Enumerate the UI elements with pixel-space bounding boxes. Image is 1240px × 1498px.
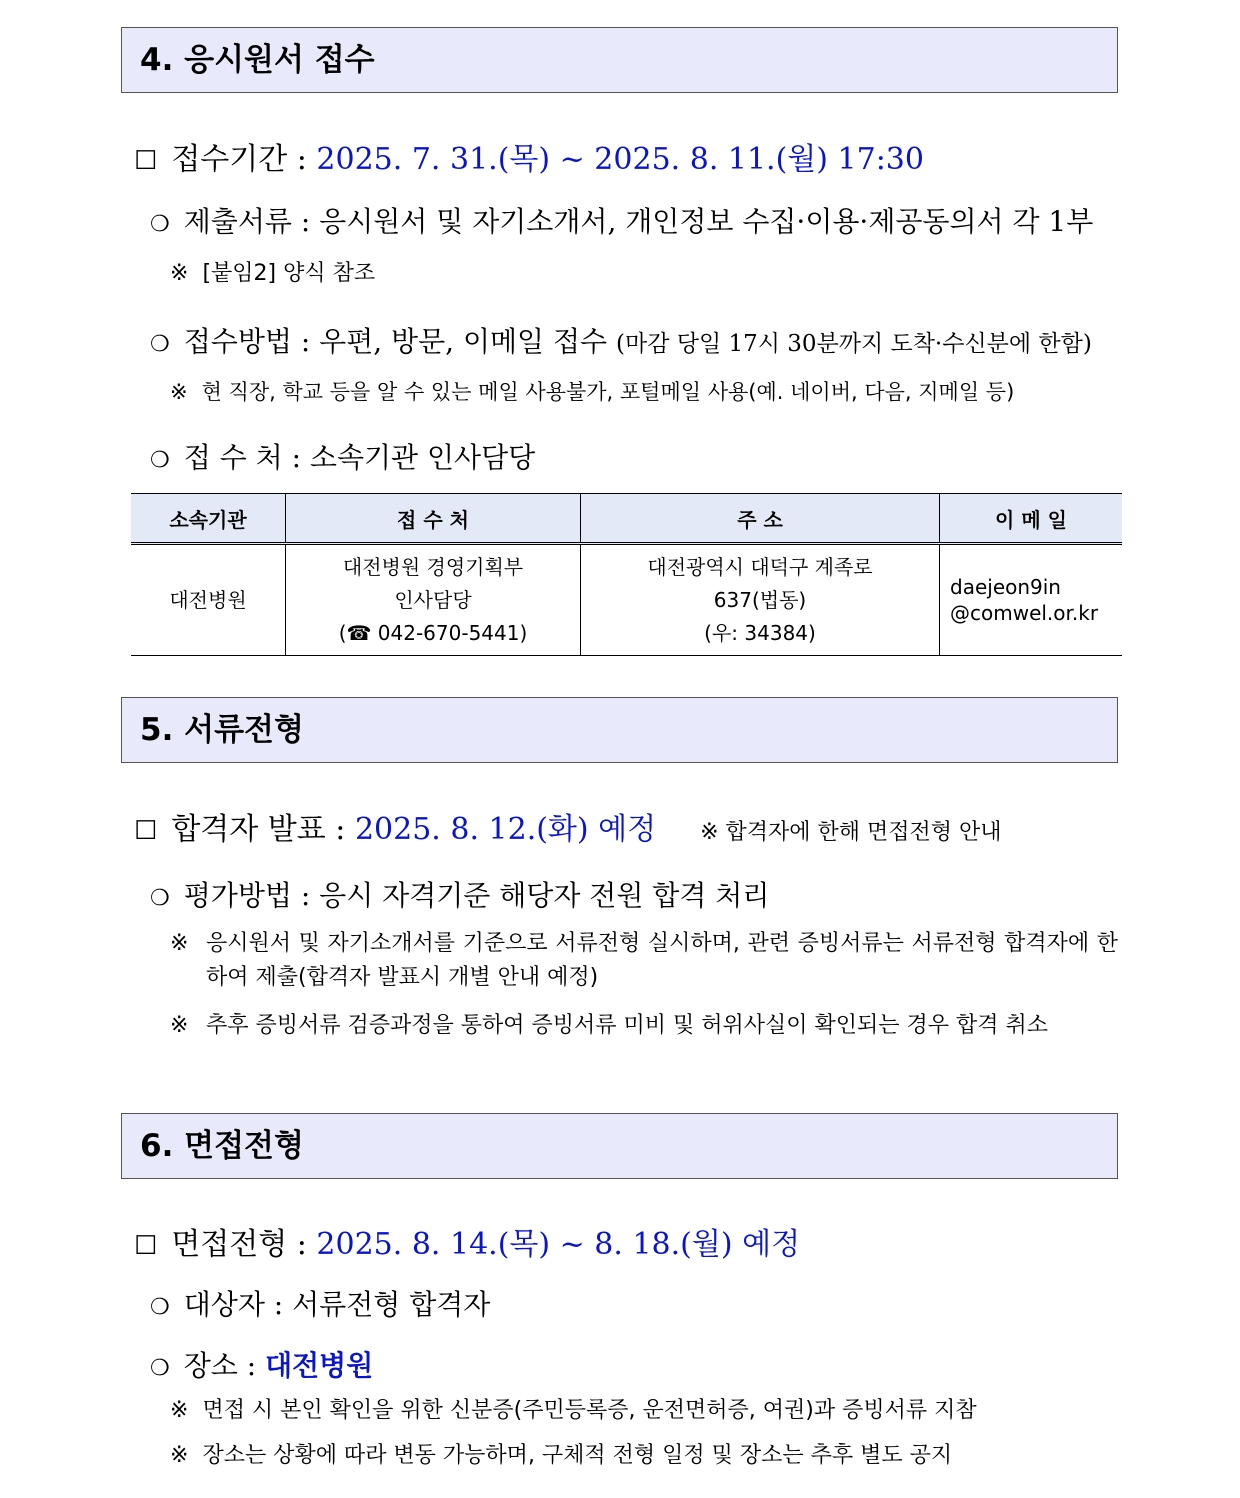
reception-table: [131, 493, 1122, 656]
email-line: daejeon9in: [950, 575, 1061, 599]
dept-line: 인사담당: [394, 587, 472, 612]
interview-note-1: [170, 1393, 977, 1424]
address-line: 대전광역시 대덕구 계족로: [647, 554, 873, 579]
interview-note-2-text: 장소는 상황에 따라 변동 가능하며, 구체적 전형 일정 및 장소는 추후 별도 공지: [202, 1443, 953, 1468]
venue-value: 대전병원: [265, 1349, 374, 1382]
address-cell: [581, 544, 940, 656]
interview-value: 2025. 8. 14.(목) ~ 8. 18.(월) 예정: [316, 1227, 801, 1262]
announce-label: 합격자 발표 :: [171, 812, 355, 847]
section-5-title: 5. 서류전형: [121, 697, 1118, 763]
table-header: 이 메 일: [940, 494, 1123, 544]
note-mark-icon: ※: [170, 1398, 189, 1423]
note-mark-icon: ※: [170, 931, 189, 956]
checkbox-icon: ☐: [134, 146, 158, 176]
table-row: [131, 544, 1122, 656]
section-6-title: 6. 면접전형: [121, 1113, 1118, 1179]
method-note: [170, 376, 1014, 406]
eval-text: 평가방법 : 응시 자격기준 해당자 전원 합격 처리: [183, 879, 770, 912]
method-line: [150, 320, 1092, 360]
note-mark-icon: ※: [170, 261, 189, 286]
venue-label: 장소 :: [183, 1349, 266, 1382]
period-value: 2025. 7. 31.(목) ~ 2025. 8. 11.(월) 17:30: [316, 142, 924, 177]
bullet-icon: ❍: [150, 886, 170, 911]
docs-note: [170, 256, 375, 287]
method-note-text: 현 직장, 학교 등을 알 수 있는 메일 사용불가, 포털메일 사용(예. 네이버, 다음, 지메일 등): [201, 380, 1015, 404]
interview-note-2: [170, 1438, 952, 1469]
checkbox-icon: ☐: [134, 816, 158, 846]
eval-note-1: 응시원서 및 자기소개서를 기준으로 서류전형 실시하며, 관련 증빙서류는 서류전형 합격자에 한하여 제출(합격자 발표시 개별 안내 예정): [206, 931, 1118, 990]
docs-note-text: [붙임2] 양식 참조: [202, 261, 376, 286]
period-line: [134, 134, 924, 178]
note-mark-icon: ※: [170, 380, 188, 404]
interview-note-1-text: 면접 시 본인 확인을 위한 신분증(주민등록증, 운전면허증, 여권)과 증빙서류 지참: [202, 1398, 977, 1423]
eval-note-2: 추후 증빙서류 검증과정을 통하여 증빙서류 미비 및 허위사실이 확인되는 경우 합격 취소: [206, 1013, 1048, 1038]
dept-cell: [286, 544, 581, 656]
postal-line: (우: 34384): [704, 620, 816, 645]
table-header: 접 수 처: [286, 494, 581, 544]
interview-label: 면접전형 :: [171, 1227, 317, 1262]
section-4-title: 4. 응시원서 접수: [121, 27, 1118, 93]
place-line: [150, 436, 535, 476]
announce-line: [134, 804, 1002, 848]
place-text: 접 수 처 : 소속기관 인사담당: [183, 441, 536, 474]
email-line: @comwel.or.kr: [950, 601, 1099, 625]
method-text: 접수방법 : 우편, 방문, 이메일 접수: [183, 325, 616, 358]
bullet-icon: ❍: [150, 212, 170, 237]
note-mark-icon: ※: [170, 1443, 189, 1468]
announce-note: ※ 합격자에 한해 면접전형 안내: [700, 820, 1002, 845]
target-text: 대상자 : 서류전형 합격자: [183, 1288, 491, 1321]
address-line: 637(법동): [713, 587, 807, 612]
method-subtext: (마감 당일 17시 30분까지 도착·수신분에 한함): [616, 331, 1092, 357]
dept-line: 대전병원 경영기획부: [342, 554, 524, 579]
org-cell: 대전병원: [131, 544, 286, 656]
target-line: [150, 1283, 490, 1323]
interview-line: [134, 1219, 800, 1263]
bullet-icon: ❍: [150, 332, 170, 357]
email-cell: [940, 544, 1123, 656]
docs-text: 제출서류 : 응시원서 및 자기소개서, 개인정보 수집·이용·제공동의서 각 1부: [183, 205, 1094, 238]
phone-line: (☎ 042-670-5441): [338, 620, 528, 645]
announce-value: 2025. 8. 12.(화) 예정: [354, 812, 657, 847]
period-label: 접수기간 :: [171, 142, 317, 177]
table-header: 소속기관: [131, 494, 286, 544]
docs-line: [150, 200, 1093, 240]
bullet-icon: ❍: [150, 1356, 170, 1381]
bullet-icon: ❍: [150, 1295, 170, 1320]
note-mark-icon: ※: [170, 1013, 189, 1038]
bullet-icon: ❍: [150, 448, 170, 473]
checkbox-icon: ☐: [134, 1231, 158, 1261]
venue-line: [150, 1344, 373, 1384]
eval-line: [150, 874, 769, 914]
table-header: 주 소: [581, 494, 940, 544]
